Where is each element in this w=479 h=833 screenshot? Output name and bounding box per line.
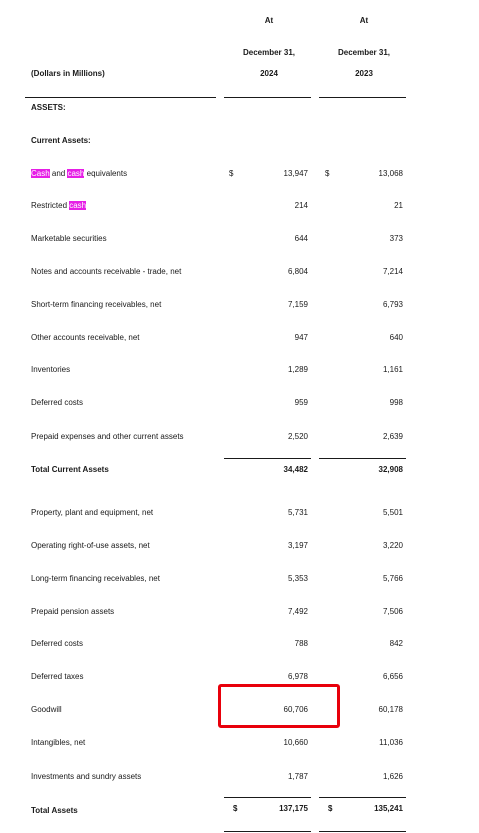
currency-sign-2024: $ — [233, 804, 238, 813]
currency-sign-2024: $ — [229, 169, 234, 178]
currency-sign-2023: $ — [325, 169, 330, 178]
col1-date-label: December 31, — [242, 48, 296, 57]
cell-2024: 3,197 — [287, 541, 308, 550]
currency-sign-2023: $ — [328, 804, 333, 813]
double-rule-col2 — [319, 831, 406, 832]
row-label: Marketable securities — [31, 234, 107, 243]
cell-2023: 11,036 — [379, 738, 403, 747]
row-label: Intangibles, net — [31, 738, 86, 747]
cell-2023: 1,161 — [382, 365, 403, 374]
cell-2024: 947 — [294, 333, 308, 342]
row-label: Other accounts receivable, net — [31, 333, 140, 342]
cell-2024: 1,289 — [287, 365, 308, 374]
cell-2024: 959 — [294, 398, 308, 407]
row-label-total-assets: Total Assets — [31, 806, 78, 815]
double-rule-col1 — [224, 831, 311, 832]
row-label: Long-term financing receivables, net — [31, 574, 160, 583]
row-label: Operating right-of-use assets, net — [31, 541, 150, 550]
cell-2023: 998 — [389, 398, 403, 407]
units-label: (Dollars in Millions) — [31, 69, 105, 78]
cell-2023: 7,506 — [382, 607, 403, 616]
row-label-goodwill: Goodwill — [31, 705, 62, 714]
total-rule-col1 — [224, 797, 311, 798]
cell-restricted-cash-2023: 21 — [394, 201, 403, 210]
subtotal-rule-col1 — [224, 458, 311, 459]
cell-cash-2024: 13,947 — [283, 169, 308, 178]
cell-cash-2023: 13,068 — [378, 169, 403, 178]
cell-2024: 5,731 — [287, 508, 308, 517]
cell-2024: 788 — [294, 639, 308, 648]
row-label-cash-and-cash-equivalents: Cash and cash equivalents — [31, 169, 128, 178]
annotation-box — [218, 684, 340, 728]
header-rule-col2 — [319, 97, 406, 98]
col1-at-label: At — [264, 16, 274, 25]
col2-date-label: December 31, — [337, 48, 391, 57]
row-label: Deferred costs — [31, 398, 84, 407]
col1-year-label: 2024 — [260, 69, 278, 78]
cell-total-assets-2023: 135,241 — [374, 804, 403, 813]
row-label: Investments and sundry assets — [31, 772, 142, 781]
cell-2024: 7,492 — [287, 607, 308, 616]
cell-goodwill-2023: 60,178 — [378, 705, 403, 714]
cell-2023: 7,214 — [382, 267, 403, 276]
cell-2023: 3,220 — [382, 541, 403, 550]
cell-2024: 10,660 — [283, 738, 308, 747]
row-label: Deferred taxes — [31, 672, 84, 681]
section-current-assets: Current Assets: — [31, 136, 91, 145]
search-highlight: cash — [69, 201, 87, 210]
cell-2024: 1,787 — [287, 772, 308, 781]
cell-total-current-assets-2024: 34,482 — [283, 465, 308, 474]
cell-2024: 7,159 — [287, 300, 308, 309]
header-rule-label — [25, 97, 216, 98]
row-label-restricted-cash: Restricted cash — [31, 201, 87, 210]
row-label: Notes and accounts receivable - trade, net — [31, 267, 182, 276]
col2-year-label: 2023 — [355, 69, 373, 78]
cell-2023: 6,656 — [382, 672, 403, 681]
cell-2024: 644 — [294, 234, 308, 243]
row-label: Prepaid pension assets — [31, 607, 115, 616]
cell-goodwill-2024: 60,706 — [283, 705, 308, 714]
cell-2024: 6,804 — [287, 267, 308, 276]
cell-2024: 6,978 — [287, 672, 308, 681]
search-highlight: cash — [67, 169, 85, 178]
subtotal-rule-col2 — [319, 458, 406, 459]
total-rule-col2 — [319, 797, 406, 798]
cell-2024: 5,353 — [287, 574, 308, 583]
col2-at-label: At — [359, 16, 369, 25]
row-label: Prepaid expenses and other current assets — [31, 432, 184, 441]
row-label-total-current-assets: Total Current Assets — [31, 465, 109, 474]
cell-2023: 5,766 — [382, 574, 403, 583]
cell-2023: 1,626 — [382, 772, 403, 781]
row-label: Inventories — [31, 365, 71, 374]
row-label: Short-term financing receivables, net — [31, 300, 162, 309]
cell-total-current-assets-2023: 32,908 — [378, 465, 403, 474]
cell-2023: 640 — [389, 333, 403, 342]
cell-total-assets-2024: 137,175 — [279, 804, 308, 813]
row-label: Deferred costs — [31, 639, 84, 648]
cell-2023: 5,501 — [382, 508, 403, 517]
header-rule-col1 — [224, 97, 311, 98]
cell-2024: 2,520 — [287, 432, 308, 441]
cell-2023: 2,639 — [382, 432, 403, 441]
row-label: Property, plant and equipment, net — [31, 508, 154, 517]
section-assets: ASSETS: — [31, 103, 66, 112]
cell-2023: 6,793 — [382, 300, 403, 309]
cell-2023: 373 — [389, 234, 403, 243]
search-highlight: Cash — [31, 169, 50, 178]
cell-2023: 842 — [389, 639, 403, 648]
cell-restricted-cash-2024: 214 — [294, 201, 308, 210]
